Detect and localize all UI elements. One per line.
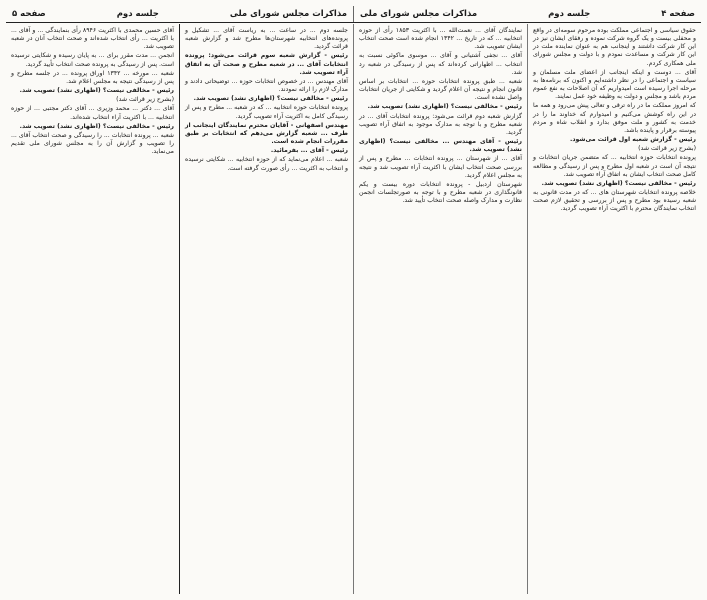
paragraph: آقای ... دوست و اینکه اینجانب از اعضای ملت مسلمان و سیاست و اجتماعی را در نظر داشته‌ایم و اکنون که برنامه‌ها به مرحله اجرا رسیده است امیدواریم که آن اصلاحات به نفع عموم مردم باشد و مجلس و دولت به وظیفه خود عمل نمایند. [533,68,696,101]
paragraph: جلسه دوم ... در ساعت ... به ریاست آقای ... تشکیل و پرونده‌های انتخابیه شهرستان‌ها مطرح شد و گزارش شعبه قرائت گردید. [185,27,348,51]
paragraph: رئیس - مخالفی نیست؟ (اظهاری نشد) تصویب شد. [19,122,174,130]
publication-title-left: مذاکرات مجلس شورای ملی [229,9,347,19]
paragraph: رئیس - آقای ... بفرمائید. [270,147,348,155]
header-left-half [6,6,354,22]
paragraph: گزارش شعبه دوم قرائت می‌شود: پرونده انتخابات آقای ... در شعبه مطرح و با توجه به مدارک موجود به اتفاق آراء تصویب گردید. [359,112,522,136]
paragraph: شعبه ... اعلام می‌نماید که از حوزه انتخابیه ... شکایتی نرسیده و انتخاب به اکثریت ... رأی صورت گرفته است. [185,156,348,172]
paragraph: نمایندگان آقای ... نعمت‌الله ... با اکثریت ۱۸۵۳ رأی از حوزه انتخابیه ... که در تاریخ ... ۱۳۴۲ انجام شده است صحت انتخاب ایشان تصویب شد. [359,27,523,51]
paragraph: رئیس - گزارش شعبه اول قرائت می‌شود. [570,136,696,144]
paragraph: حقوق سیاسی و اجتماعی مملکت بوده مرحوم سومه‌ای در واقع و محفلی بیست و یک گروه شرکت نموده و رفقای ایشان نیز در این کار شرکت داشتند و اینجانب هم به عنوان نماینده ملت در این کار شرکت و مساعدت نمودم و با دولت و مجلس شورای ملی همکاری کردم. [533,27,696,67]
paragraph: آقای حسین محمدی با اکثریت ۸۹۴۶ رأی بنمایندگی ... و آقای ... با اکثریت ... رأی انتخاب شده‌اند و صحت انتخاب آنان در شعبه تصویب شد. [11,27,174,51]
paragraph: رئیس - مخالفی نیست؟ (اظهاری نشد) تصویب شد. [367,103,522,111]
publication-title-right: مذاکرات مجلس شورای ملی [360,9,478,19]
paragraph: شعبه ... مورخه ... ۱۳۴۲ اوراق پرونده ... در جلسه مطرح و پس از رسیدگی نتیجه به مجلس اعلام شد. [11,69,174,85]
paragraph: رئیس - مخالفی نیست؟ (اظهاری نشد) تصویب شد. [193,95,348,103]
paragraph: آقای ... از شهرستان ... پرونده انتخابات ... مطرح و پس از بررسی صحت انتخاب ایشان با اکثریت آراء تصویب شد و نتیجه به مجلس اعلام گردید. [359,155,522,179]
page-number-right: صفحه ۴ [661,9,695,19]
text-column-1 [527,24,701,594]
paragraph: (بشرح زیر قرائت شد) [638,145,696,153]
text-column-4 [6,24,179,594]
paragraph: (بشرح زیر قرائت شد) [116,96,174,104]
text-columns [6,24,701,594]
paragraph: رئیس - مخالفی نیست؟ (اظهاری نشد) تصویب شد. [541,179,696,187]
paragraph: که امروز مملکت ما در راه ترقی و تعالی پیش می‌رود و همه ما در این راه کوشش می‌کنیم و امیدوارم که خداوند ما را در خدمت به کشور و ملت موفق بدارد و انقلاب شاه و مردم پیوسته برقرار و پاینده باشد. [533,102,696,134]
paragraph: رئیس - گزارش شعبه سوم قرائت می‌شود: پرونده انتخابات آقای ... در شعبه مطرح و صحت آن به اتفاق آراء تصویب شد. [185,52,348,76]
paragraph: آقای ... دکتر ... محمد وزیری ... آقای دکتر مجتبی ... از حوزه انتخابیه ... با اکثریت آراء انتخاب شده‌اند. [11,105,174,121]
paragraph: مهندس اصفهانی - آقایان محترم نمایندگان اینجانب از طرف ... شعبه گزارش می‌دهم که انتخابات بر طبق مقررات انجام شده است. [185,121,348,146]
paragraph: خلاصه پرونده انتخابات شهرستان های ... که در مدت قانونی به شعبه رسیده بود مطرح و پس از بررسی و تحقیق لازم صحت انتخاب نمایندگان محترم با اکثریت آراء تصویب گردید. [533,188,696,213]
paragraph: آقای ... نجفی آشتیانی و آقای ... موسوی ماکوئی نسبت به انتخاب ... اظهاراتی کرده‌اند که پس از رسیدگی در شعبه رد شد. [359,52,522,76]
paragraph: پرونده انتخابات حوزه انتخابیه ... که متضمن جریان انتخابات و نتیجه آن است در شعبه اول مطرح و پس از رسیدگی و مطالعه کامل صحت انتخاب ایشان به اتفاق آراء تصویب شد. [533,154,696,178]
text-column-3 [179,24,353,594]
paragraph: شهرستان اردبیل - پرونده انتخابات دوره بیست و یکم قانونگذاری در شعبه مطرح و با توجه به صورتجلسات انجمن نظارت و مدارک واصله صحت انتخاب تأیید شد. [359,180,522,205]
paragraph: شعبه ... طبق پرونده انتخابات حوزه ... انتخابات بر اساس قانون انجام و نتیجه آن اعلام گردید و شکایتی از جریان انتخابات واصل نشده است. [359,77,522,102]
text-column-2 [353,24,527,594]
paragraph: رئیس - آقای مهندس ... مخالفی نیست؟ (اظهاری نشد) تصویب شد. [359,138,522,154]
header-right-half [354,6,701,22]
paragraph: پرونده انتخابات حوزه انتخابیه ... که در شعبه ... مطرح و پس از رسیدگی کامل به اکثریت آراء تصویب گردید. [185,104,348,120]
paragraph: رئیس - مخالفی نیست؟ (اظهاری نشد) تصویب شد. [19,87,174,95]
page-header [6,6,701,23]
paragraph: انجمن ... مدت مقرر برای ... به پایان رسیده و شکایتی نرسیده است. پس از رسیدگی به پرونده صحت انتخاب تأیید گردید. [11,52,174,68]
session-label-left: جلسه دوم [116,9,159,19]
paragraph: آقای مهندس ... در خصوص انتخابات حوزه ... توضیحاتی دادند و مدارک لازم را ارائه نمودند. [185,77,348,94]
session-label-right: جلسه دوم [548,9,591,19]
page-number-left: صفحه ۵ [12,9,46,19]
paragraph: شعبه ... پرونده انتخابات ... را رسیدگی و صحت انتخاب آقای ... را تصویب و گزارش آن را به مجلس شورای ملی تقدیم می‌نماید. [11,131,174,156]
